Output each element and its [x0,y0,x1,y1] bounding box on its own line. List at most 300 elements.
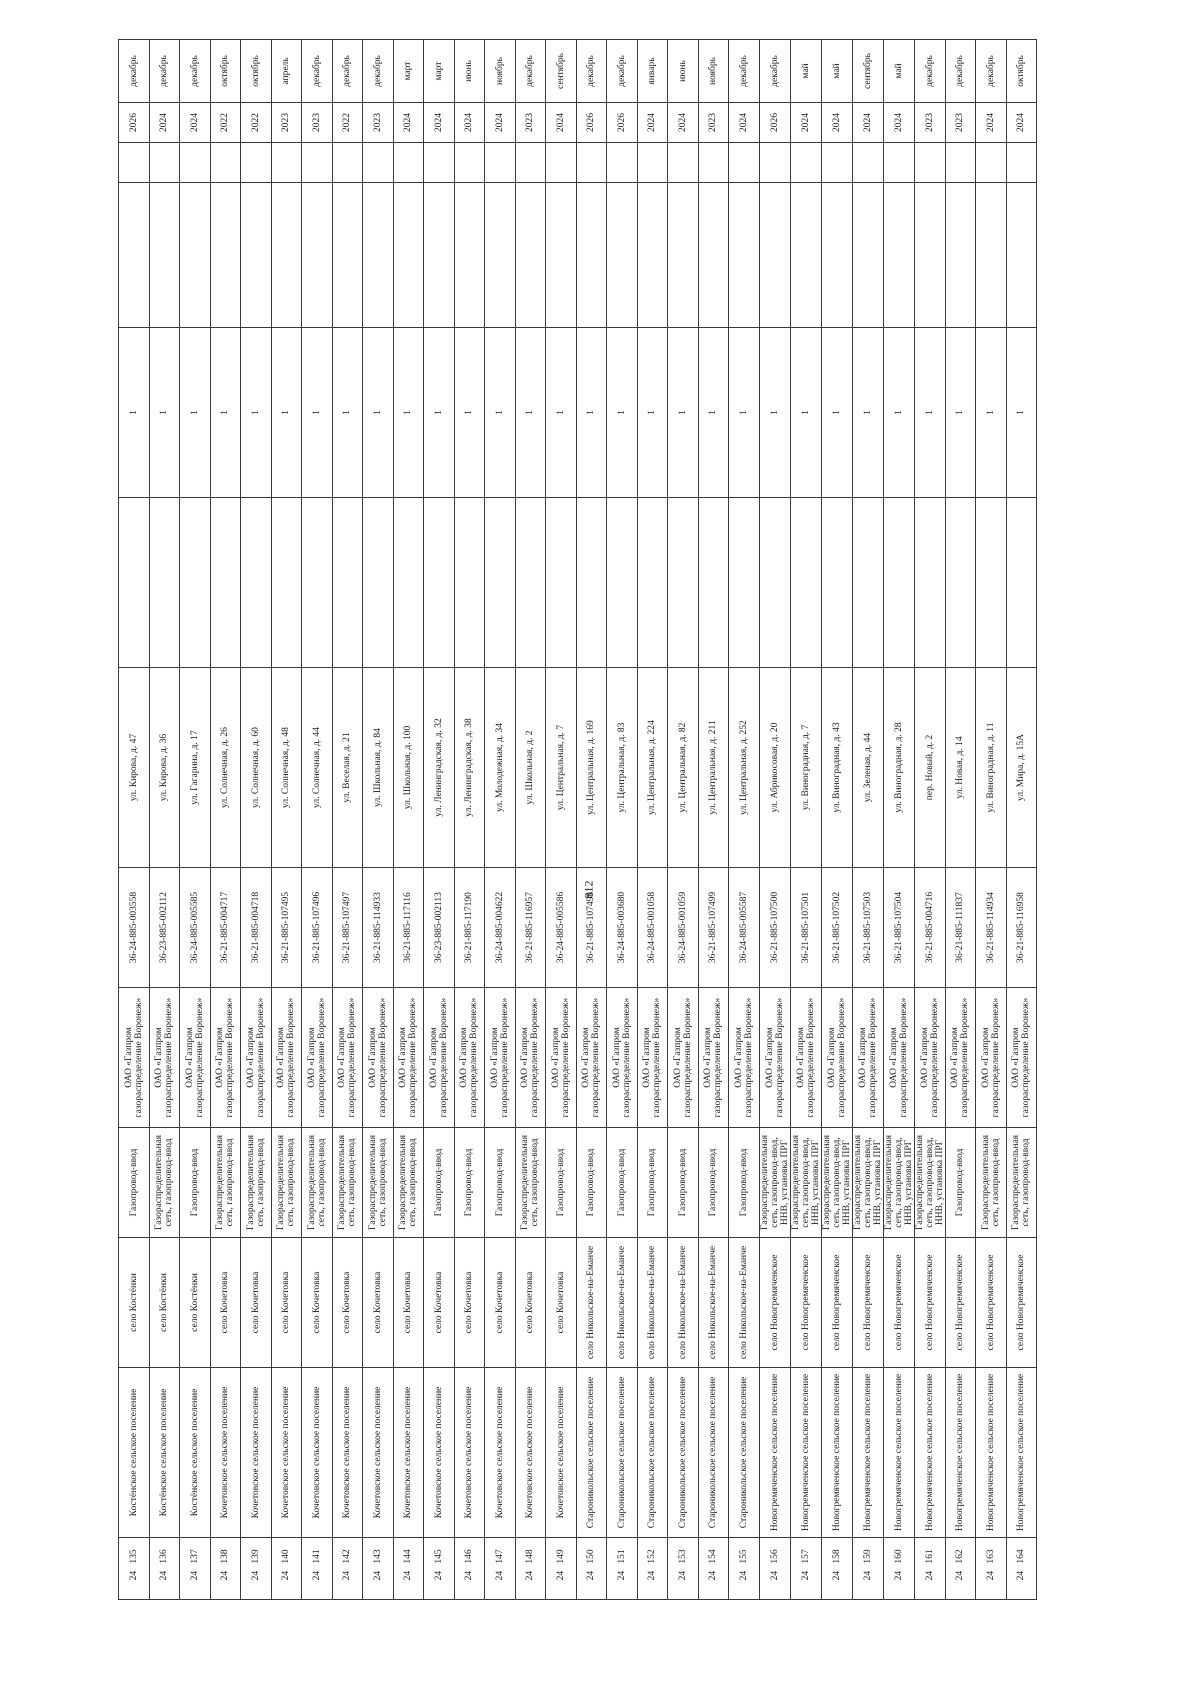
row-number-cell [729,1538,760,1600]
code-cell: 36-24-885-004622 [485,868,516,988]
object-cell: Газопровод-ввод [546,1128,577,1238]
empty-cell [821,183,852,328]
region-code: 24 [220,1570,231,1581]
count-cell: 1 [883,328,914,498]
empty-cell [729,498,760,668]
owner-cell: ОАО «Газпром газораспределение Воронеж» [424,988,455,1128]
empty-cell [546,498,577,668]
empty-cell [576,183,607,328]
empty-cell [576,498,607,668]
empty-cell [1006,143,1037,183]
row-number: 151 [616,1549,627,1564]
object-cell: Газораспределительная сеть, газопровод-ввод [515,1128,546,1238]
region-code: 24 [128,1570,139,1581]
locality-cell: село Кочетовка [424,1238,455,1368]
count-cell: 1 [976,328,1007,498]
locality-cell: село Кочетовка [241,1238,272,1368]
empty-cell [271,498,302,668]
table-row [515,40,546,1600]
row-number-cell [149,1538,180,1600]
object-cell: Газораспределительная сеть, газопровод-ввод [271,1128,302,1238]
owner-cell: ОАО «Газпром газораспределение Воронеж» [546,988,577,1128]
code-cell: 36-21-885-004718 [241,868,272,988]
year-cell: 2026 [759,103,790,143]
empty-cell [424,498,455,668]
address-cell: ул. Зеленая, д. 44 [852,668,883,868]
row-number: 141 [311,1549,322,1564]
month-cell: декабрь [119,40,150,103]
locality-cell: село Новогремяченское [914,1238,945,1368]
address-cell: ул. Виноградная, д. 7 [790,668,821,868]
register-table [118,39,1037,1600]
address-cell: ул. Кирова, д. 47 [119,668,150,868]
locality-cell: село Новогремяченское [883,1238,914,1368]
empty-cell [637,498,668,668]
locality-cell: село Новогремяченское [852,1238,883,1368]
empty-cell [241,498,272,668]
table-row [607,40,638,1600]
code-cell: 36-21-885-116957 [515,868,546,988]
code-cell: 36-21-885-107496 [302,868,333,988]
code-cell: 36-21-885-004717 [210,868,241,988]
region-code: 24 [342,1570,353,1581]
row-number-cell [393,1538,424,1600]
owner-cell: ОАО «Газпром газораспределение Воронеж» [637,988,668,1128]
owner-cell: ОАО «Газпром газораспределение Воронеж» [332,988,363,1128]
month-cell: декабрь [914,40,945,103]
table-row [271,40,302,1600]
object-cell: Газопровод-ввод [607,1128,638,1238]
municipality-cell: Кочетовское сельское поселение [210,1368,241,1538]
region-code: 24 [311,1570,322,1581]
count-cell: 1 [914,328,945,498]
row-number: 158 [831,1549,842,1564]
row-number-cell [363,1538,394,1600]
municipality-cell: Кочетовское сельское поселение [332,1368,363,1538]
code-cell: 36-21-885-114934 [976,868,1007,988]
empty-cell [698,498,729,668]
year-cell: 2024 [637,103,668,143]
municipality-cell: Кочетовское сельское поселение [241,1368,272,1538]
empty-cell [515,498,546,668]
region-code: 24 [494,1570,505,1581]
row-number: 145 [433,1549,444,1564]
table-row [883,40,914,1600]
table-row [454,40,485,1600]
rotated-page [118,40,1048,1600]
row-number-cell [180,1538,211,1600]
owner-cell: ОАО «Газпром газораспределение Воронеж» [271,988,302,1128]
row-number-cell [210,1538,241,1600]
code-cell: 36-24-885-005586 [546,868,577,988]
row-number-cell [790,1538,821,1600]
empty-cell [759,183,790,328]
address-cell: ул. Школьная, д. 100 [393,668,424,868]
empty-cell [271,183,302,328]
object-cell: Газораспределительная сеть, газопровод-ввод [149,1128,180,1238]
object-cell: Газораспределительная сеть, газопровод-ввод, ННВ, установка ПРГ [883,1128,914,1238]
row-number: 146 [464,1549,475,1564]
municipality-cell: Староникольское сельское поселение [576,1368,607,1538]
table-row [576,40,607,1600]
owner-cell: ОАО «Газпром газораспределение Воронеж» [821,988,852,1128]
address-cell: ул. Солнечная, д. 60 [241,668,272,868]
month-cell: март [393,40,424,103]
count-cell: 1 [759,328,790,498]
count-cell: 1 [210,328,241,498]
locality-cell: село Никольское-на-Еманче [607,1238,638,1368]
code-cell: 36-21-885-114933 [363,868,394,988]
owner-cell: ОАО «Газпром газораспределение Воронеж» [180,988,211,1128]
month-cell: декабрь [576,40,607,103]
object-cell: Газопровод-ввод [698,1128,729,1238]
row-number: 135 [128,1549,139,1564]
table-row [332,40,363,1600]
owner-cell: ОАО «Газпром газораспределение Воронеж» [945,988,976,1128]
object-cell: Газопровод-ввод [637,1128,668,1238]
month-cell: декабрь [945,40,976,103]
owner-cell: ОАО «Газпром газораспределение Воронеж» [149,988,180,1128]
address-cell: ул. Центральная, д. 82 [668,668,699,868]
empty-cell [302,143,333,183]
month-cell: сентябрь [852,40,883,103]
year-cell: 2024 [729,103,760,143]
municipality-cell: Кочетовское сельское поселение [454,1368,485,1538]
empty-cell [424,183,455,328]
year-cell: 2024 [546,103,577,143]
table-row [790,40,821,1600]
count-cell: 1 [119,328,150,498]
municipality-cell: Новогремяченское сельское поселение [1006,1368,1037,1538]
table-row [119,40,150,1600]
count-cell: 1 [241,328,272,498]
month-cell: май [821,40,852,103]
region-code: 24 [800,1570,811,1581]
locality-cell: село Новогремяченское [790,1238,821,1368]
address-cell: ул. Центральная, д. 252 [729,668,760,868]
row-number-cell [485,1538,516,1600]
locality-cell: село Никольское-на-Еманче [729,1238,760,1368]
empty-cell [759,498,790,668]
table-row [210,40,241,1600]
code-cell: 36-21-885-107498 [576,868,607,988]
row-number: 153 [677,1549,688,1564]
empty-cell [485,183,516,328]
row-number-cell [576,1538,607,1600]
owner-cell: ОАО «Газпром газораспределение Воронеж» [210,988,241,1128]
empty-cell [271,143,302,183]
owner-cell: ОАО «Газпром газораспределение Воронеж» [668,988,699,1128]
owner-cell: ОАО «Газпром газораспределение Воронеж» [607,988,638,1128]
code-cell: 36-21-885-107503 [852,868,883,988]
address-cell: ул. Солнечная, д. 26 [210,668,241,868]
empty-cell [180,183,211,328]
municipality-cell: Новогремяченское сельское поселение [914,1368,945,1538]
municipality-cell: Новогремяченское сельское поселение [976,1368,1007,1538]
table-row [424,40,455,1600]
empty-cell [698,143,729,183]
empty-cell [729,143,760,183]
object-cell: Газораспределительная сеть, газопровод-ввод, ННВ, установка ПРГ [852,1128,883,1238]
municipality-cell: Кочетовское сельское поселение [363,1368,394,1538]
object-cell: Газопровод-ввод [180,1128,211,1238]
empty-cell [485,498,516,668]
table-row [149,40,180,1600]
table-row [546,40,577,1600]
address-cell: ул. Мира, д. 15А [1006,668,1037,868]
year-cell: 2026 [119,103,150,143]
region-code: 24 [616,1570,627,1581]
owner-cell: ОАО «Газпром газораспределение Воронеж» [515,988,546,1128]
municipality-cell: Новогремяченское сельское поселение [852,1368,883,1538]
row-number: 149 [555,1549,566,1564]
code-cell: 36-21-885-111837 [945,868,976,988]
region-code: 24 [250,1570,261,1581]
municipality-cell: Кочетовское сельское поселение [302,1368,333,1538]
code-cell: 36-21-885-107495 [271,868,302,988]
owner-cell: ОАО «Газпром газораспределение Воронеж» [485,988,516,1128]
municipality-cell: Кочетовское сельское поселение [485,1368,516,1538]
month-cell: декабрь [180,40,211,103]
empty-cell [576,143,607,183]
row-number-cell [1006,1538,1037,1600]
table-row [759,40,790,1600]
count-cell: 1 [576,328,607,498]
row-number-cell [883,1538,914,1600]
table-row [393,40,424,1600]
locality-cell: село Новогремяченское [759,1238,790,1368]
empty-cell [976,143,1007,183]
year-cell: 2024 [1006,103,1037,143]
address-cell: ул. Солнечная, д. 48 [271,668,302,868]
locality-cell: село Кочетовка [363,1238,394,1368]
object-cell: Газораспределительная сеть, газопровод-ввод, ННВ, установка ПРГ [821,1128,852,1238]
locality-cell: село Кочетовка [546,1238,577,1368]
table-row [821,40,852,1600]
month-cell: декабрь [363,40,394,103]
owner-cell: ОАО «Газпром газораспределение Воронеж» [790,988,821,1128]
empty-cell [668,183,699,328]
locality-cell: село Костёнки [180,1238,211,1368]
count-cell: 1 [821,328,852,498]
empty-cell [914,183,945,328]
address-cell: пер. Новый, д. 2 [914,668,945,868]
row-number-cell [976,1538,1007,1600]
empty-cell [821,498,852,668]
locality-cell: село Кочетовка [332,1238,363,1368]
register-table-body [119,40,1037,1600]
count-cell: 1 [852,328,883,498]
empty-cell [883,183,914,328]
empty-cell [637,183,668,328]
code-cell: 36-21-885-107499 [698,868,729,988]
count-cell: 1 [790,328,821,498]
month-cell: январь [637,40,668,103]
region-code: 24 [464,1570,475,1581]
month-cell: апрель [271,40,302,103]
empty-cell [914,498,945,668]
municipality-cell: Староникольское сельское поселение [637,1368,668,1538]
empty-cell [976,183,1007,328]
year-cell: 2024 [790,103,821,143]
empty-cell [210,498,241,668]
year-cell: 2024 [149,103,180,143]
locality-cell: село Кочетовка [393,1238,424,1368]
owner-cell: ОАО «Газпром газораспределение Воронеж» [454,988,485,1128]
object-cell: Газораспределительная сеть, газопровод-ввод [1006,1128,1037,1238]
empty-cell [883,143,914,183]
code-cell: 36-21-885-116958 [1006,868,1037,988]
address-cell: ул. Ленинградская, д. 32 [424,668,455,868]
address-cell: ул. Виноградная, д. 28 [883,668,914,868]
empty-cell [790,498,821,668]
region-code: 24 [955,1570,966,1581]
address-cell: ул. Виноградная, д. 43 [821,668,852,868]
empty-cell [363,143,394,183]
owner-cell: ОАО «Газпром газораспределение Воронеж» [1006,988,1037,1128]
empty-cell [119,143,150,183]
object-cell: Газораспределительная сеть, газопровод-ввод [976,1128,1007,1238]
municipality-cell: Новогремяченское сельское поселение [821,1368,852,1538]
row-number: 156 [769,1549,780,1564]
table-row [302,40,333,1600]
count-cell: 1 [393,328,424,498]
row-number-cell [271,1538,302,1600]
empty-cell [210,143,241,183]
municipality-cell: Кочетовское сельское поселение [515,1368,546,1538]
address-cell: ул. Школьная, д. 84 [363,668,394,868]
region-code: 24 [862,1570,873,1581]
table-row [945,40,976,1600]
empty-cell [454,183,485,328]
row-number-cell [759,1538,790,1600]
row-number-cell [515,1538,546,1600]
empty-cell [302,498,333,668]
count-cell: 1 [729,328,760,498]
code-cell: 36-21-885-004716 [914,868,945,988]
empty-cell [454,143,485,183]
empty-cell [485,143,516,183]
object-cell: Газопровод-ввод [485,1128,516,1238]
row-number: 138 [220,1549,231,1564]
empty-cell [976,498,1007,668]
locality-cell: село Кочетовка [515,1238,546,1368]
row-number: 136 [159,1549,170,1564]
empty-cell [332,498,363,668]
table-row [729,40,760,1600]
municipality-cell: Кочетовское сельское поселение [393,1368,424,1538]
empty-cell [607,143,638,183]
object-cell: Газораспределительная сеть, газопровод-ввод [393,1128,424,1238]
month-cell: март [424,40,455,103]
region-code: 24 [769,1570,780,1581]
table-row [637,40,668,1600]
month-cell: июнь [454,40,485,103]
region-code: 24 [433,1570,444,1581]
locality-cell: село Новогремяченское [821,1238,852,1368]
object-cell: Газораспределительная сеть, газопровод-ввод [210,1128,241,1238]
region-code: 24 [647,1570,658,1581]
row-number-cell [668,1538,699,1600]
row-number: 137 [189,1549,200,1564]
region-code: 24 [281,1570,292,1581]
table-row [668,40,699,1600]
table-row [363,40,394,1600]
address-cell: ул. Новая, д. 14 [945,668,976,868]
year-cell: 2024 [976,103,1007,143]
row-number-cell [637,1538,668,1600]
month-cell: декабрь [149,40,180,103]
code-cell: 36-24-885-005587 [729,868,760,988]
region-code: 24 [1016,1570,1027,1581]
address-cell: ул. Солнечная, д. 44 [302,668,333,868]
owner-cell: ОАО «Газпром газораспределение Воронеж» [241,988,272,1128]
row-number: 140 [281,1549,292,1564]
month-cell: май [790,40,821,103]
address-cell: ул. Центральная, д. 169 [576,668,607,868]
table-row [698,40,729,1600]
code-cell: 36-21-885-107504 [883,868,914,988]
row-number-cell [945,1538,976,1600]
empty-cell [393,498,424,668]
count-cell: 1 [668,328,699,498]
empty-cell [180,143,211,183]
empty-cell [945,498,976,668]
locality-cell: село Кочетовка [485,1238,516,1368]
empty-cell [302,183,333,328]
empty-cell [515,183,546,328]
year-cell: 2022 [332,103,363,143]
code-cell: 36-24-885-003558 [119,868,150,988]
locality-cell: село Кочетовка [210,1238,241,1368]
empty-cell [945,183,976,328]
year-cell: 2023 [271,103,302,143]
table-row [976,40,1007,1600]
owner-cell: ОАО «Газпром газораспределение Воронеж» [852,988,883,1128]
empty-cell [180,498,211,668]
table-row [180,40,211,1600]
municipality-cell: Новогремяченское сельское поселение [945,1368,976,1538]
row-number: 155 [738,1549,749,1564]
address-cell: ул. Центральная, д. 7 [546,668,577,868]
address-cell: ул. Центральная, д. 211 [698,668,729,868]
municipality-cell: Костёнское сельское поселение [119,1368,150,1538]
empty-cell [149,143,180,183]
row-number: 160 [893,1549,904,1564]
region-code: 24 [372,1570,383,1581]
row-number: 148 [525,1549,536,1564]
empty-cell [729,183,760,328]
owner-cell: ОАО «Газпром газораспределение Воронеж» [914,988,945,1128]
count-cell: 1 [332,328,363,498]
row-number-cell [241,1538,272,1600]
month-cell: май [883,40,914,103]
code-cell: 36-21-885-117116 [393,868,424,988]
municipality-cell: Новогремяченское сельское поселение [759,1368,790,1538]
row-number: 163 [985,1549,996,1564]
address-cell: ул. Центральная, д. 224 [637,668,668,868]
year-cell: 2023 [914,103,945,143]
year-cell: 2024 [668,103,699,143]
object-cell: Газопровод-ввод [119,1128,150,1238]
row-number: 159 [862,1549,873,1564]
count-cell: 1 [363,328,394,498]
object-cell: Газопровод-ввод [576,1128,607,1238]
year-cell: 2024 [180,103,211,143]
empty-cell [759,143,790,183]
empty-cell [454,498,485,668]
empty-cell [668,143,699,183]
